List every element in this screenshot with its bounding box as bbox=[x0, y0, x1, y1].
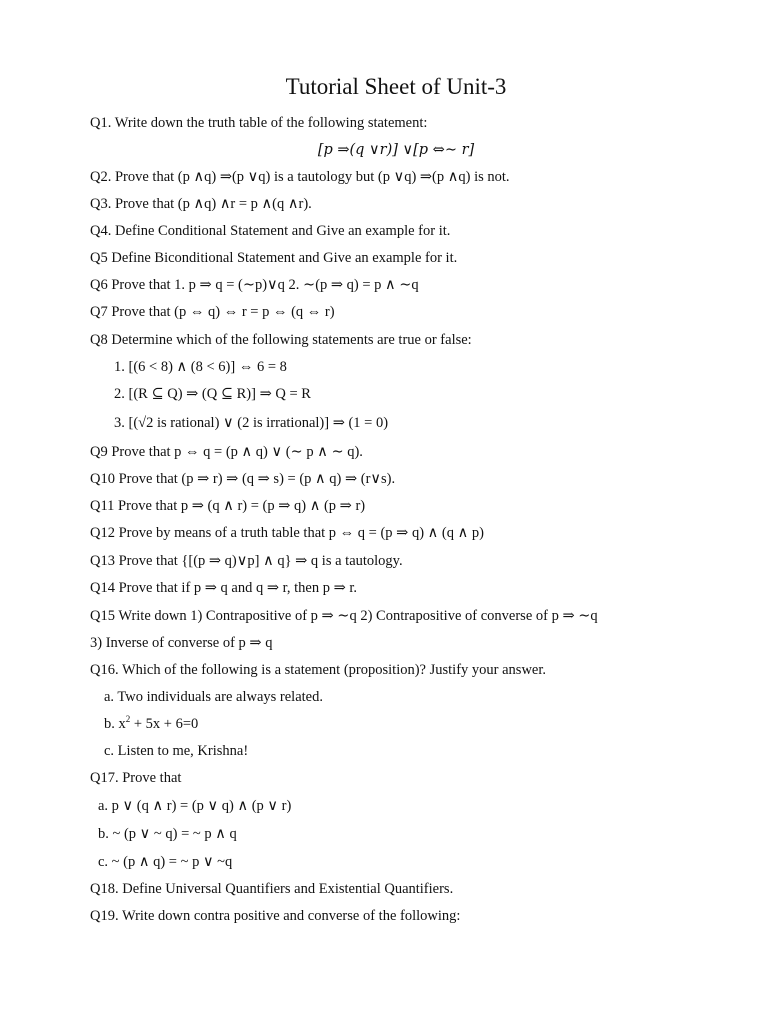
option-b-suffix: + 5x + 6=0 bbox=[130, 716, 199, 732]
question-13: Q13 Prove that {[(p ⇒ q)∨p] ∧ q} ⇒ q is a tautology. bbox=[90, 553, 403, 569]
question-9: Q9 Prove that p ⇔ q = (p ∧ q) ∨ (∼ p ∧ ∼ q). bbox=[90, 444, 363, 460]
question-16-option-c: c. Listen to me, Krishna! bbox=[104, 743, 249, 759]
question-1-formula: [p ⇒(q ∨r)] ∨[p ⇔∼ r] bbox=[317, 142, 475, 158]
question-8-item: 1. [(6 < 8) ∧ (8 < 6)] ⇔ 6 = 8 bbox=[114, 359, 287, 375]
question-16-option-a: a. Two individuals are always related. bbox=[104, 689, 323, 705]
question-16-option-b bbox=[104, 714, 198, 734]
question-15: Q15 Write down 1) Contrapositive of p ⇒ ∼q 2) Contrapositive of converse of p ⇒ ∼q bbox=[90, 608, 598, 624]
exponent: 2 bbox=[125, 714, 131, 725]
question-17-item: c. ~ (p ∧ q) = ~ p ∨ ~q bbox=[98, 854, 233, 870]
question-8: Q8 Determine which of the following statements are true or false: bbox=[90, 332, 472, 348]
question-7: Q7 Prove that (p ⇔ q) ⇔ r = p ⇔ (q ⇔ r) bbox=[90, 304, 335, 320]
question-17: Q17. Prove that bbox=[90, 770, 182, 786]
option-b-prefix: b. x bbox=[104, 716, 126, 732]
question-4: Q4. Define Conditional Statement and Give an example for it. bbox=[90, 223, 451, 239]
question-8-item: 3. [(√2 is rational) ∨ (2 is irrational)] ⇒ (1 = 0) bbox=[114, 415, 389, 431]
question-18: Q18. Define Universal Quantifiers and Existential Quantifiers. bbox=[90, 881, 454, 897]
question-8-item: 2. [(R ⊆ Q) ⇒ (Q ⊆ R)] ⇒ Q = R bbox=[114, 386, 311, 402]
question-19: Q19. Write down contra positive and converse of the following: bbox=[90, 908, 461, 924]
page-title: Tutorial Sheet of Unit-3 bbox=[285, 74, 507, 99]
question-12: Q12 Prove by means of a truth table that p ⇔ q = (p ⇒ q) ∧ (q ∧ p) bbox=[90, 525, 484, 541]
question-15-continued: 3) Inverse of converse of p ⇒ q bbox=[90, 635, 273, 651]
question-6: Q6 Prove that 1. p ⇒ q = (∼p)∨q 2. ∼(p ⇒ q) = p ∧ ∼q bbox=[90, 277, 419, 293]
question-17-item: a. p ∨ (q ∧ r) = (p ∨ q) ∧ (p ∨ r) bbox=[98, 798, 292, 814]
question-16: Q16. Which of the following is a statement (proposition)? Justify your answer. bbox=[90, 662, 546, 678]
question-11: Q11 Prove that p ⇒ (q ∧ r) = (p ⇒ q) ∧ (p ⇒ r) bbox=[90, 498, 366, 514]
question-3: Q3. Prove that (p ∧q) ∧r = p ∧(q ∧r). bbox=[90, 196, 312, 212]
question-14: Q14 Prove that if p ⇒ q and q ⇒ r, then p ⇒ r. bbox=[90, 580, 358, 596]
question-5: Q5 Define Biconditional Statement and Give an example for it. bbox=[90, 250, 458, 266]
question-1: Q1. Write down the truth table of the following statement: bbox=[90, 115, 428, 131]
question-2: Q2. Prove that (p ∧q) ⇒(p ∨q) is a tautology but (p ∨q) ⇒(p ∧q) is not. bbox=[90, 169, 510, 185]
question-17-item: b. ~ (p ∨ ~ q) = ~ p ∧ q bbox=[98, 826, 237, 842]
question-10: Q10 Prove that (p ⇒ r) ⇒ (q ⇒ s) = (p ∧ q) ⇒ (r∨s). bbox=[90, 471, 396, 487]
